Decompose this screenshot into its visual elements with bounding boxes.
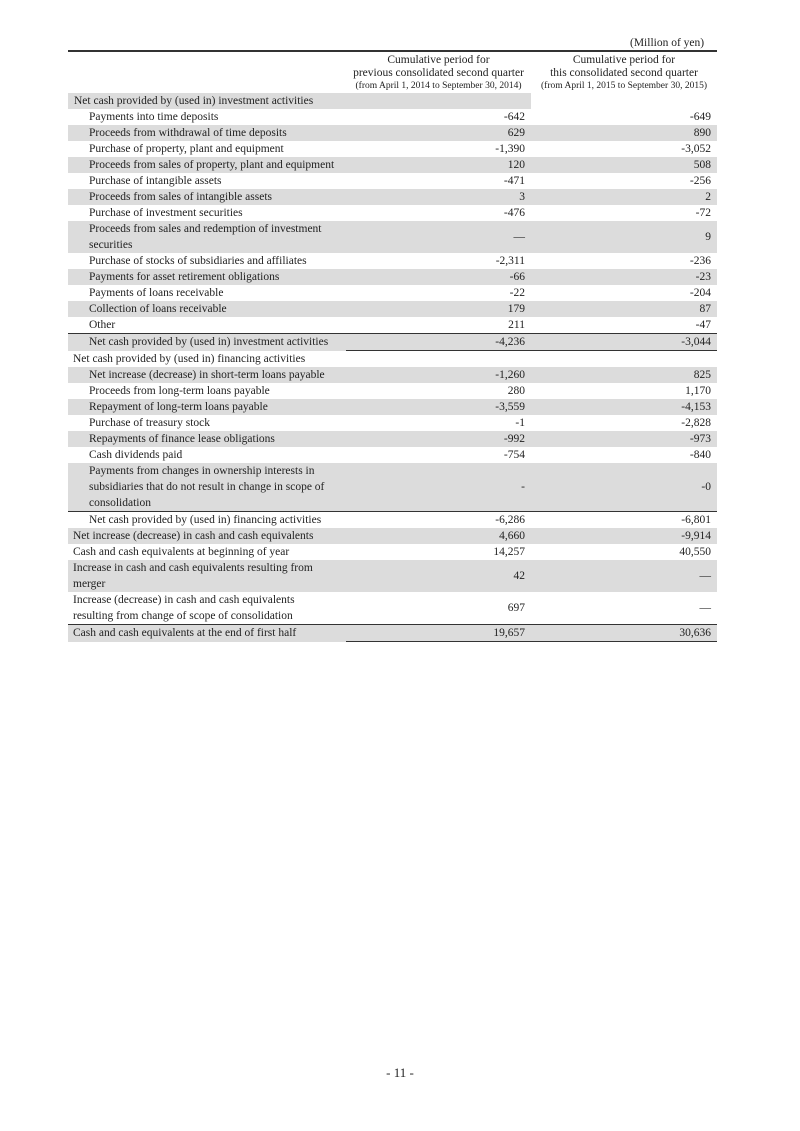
row-prev-value: 697 (507, 602, 525, 614)
row-label: Repayment of long-term loans payable (68, 399, 346, 415)
row-label: Proceeds from withdrawal of time deposits (68, 125, 346, 141)
row-prev-value: -4,236 (346, 334, 531, 351)
row-prev-value (346, 351, 531, 368)
row-prev-value: -1,390 (495, 143, 525, 155)
cash-flow-table (68, 50, 717, 642)
row-prev-value: 211 (508, 319, 525, 331)
table-header-row (68, 52, 717, 93)
row-curr-value: — (531, 560, 717, 592)
table-row (68, 173, 717, 189)
row-prev-value: -2,311 (495, 255, 525, 267)
row-curr-value (531, 93, 717, 109)
row-label: Cash dividends paid (89, 449, 183, 461)
row-label: Purchase of stocks of subsidiaries and affiliates (89, 255, 307, 267)
table-row (68, 109, 717, 125)
row-label: Proceeds from long-term loans payable (89, 385, 270, 397)
row-curr-value: -0 (531, 463, 717, 512)
table-row (68, 205, 717, 221)
header-curr-line2: this consolidated second quarter (550, 67, 698, 79)
row-label: Purchase of intangible assets (89, 175, 222, 187)
row-curr-value: -840 (689, 449, 711, 461)
row-prev-value: -471 (503, 175, 525, 187)
row-prev-value: 3 (346, 189, 531, 205)
row-curr-value: 30,636 (531, 625, 717, 642)
row-prev-value: 629 (346, 125, 531, 141)
row-label: Net cash provided by (used in) financing activities (68, 512, 346, 529)
table-row (68, 415, 717, 431)
row-prev-value: 179 (346, 301, 531, 317)
header-curr-line1: Cumulative period for (572, 54, 676, 66)
row-prev-value (346, 93, 531, 109)
row-curr-value: -973 (531, 431, 717, 447)
row-prev-value: -66 (346, 269, 531, 285)
row-curr-value: -3,052 (681, 143, 711, 155)
table-row (68, 125, 717, 141)
row-label: Purchase of treasury stock (89, 417, 211, 429)
table-row (68, 317, 717, 334)
row-label: Repayments of finance lease obligations (68, 431, 346, 447)
row-prev-value: -1,260 (346, 367, 531, 383)
row-prev-value: -642 (503, 111, 525, 123)
row-prev-value: 280 (507, 385, 525, 397)
row-curr-value: 1,170 (685, 385, 711, 397)
row-label: Net cash provided by (used in) investment activities (68, 93, 346, 109)
row-label: Purchase of property, plant and equipment (89, 143, 284, 155)
table-row (68, 383, 717, 399)
row-prev-value: 120 (346, 157, 531, 173)
row-curr-value: 9 (531, 221, 717, 253)
row-label: Net cash provided by (used in) investment activities (68, 334, 346, 351)
table-row (68, 285, 717, 301)
row-prev-value: — (346, 221, 531, 253)
table-row (68, 253, 717, 269)
row-label: Net cash provided by (used in) financing activities (73, 352, 306, 365)
row-curr-value: — (699, 602, 711, 614)
row-curr-value: 87 (531, 301, 717, 317)
header-blank (68, 52, 346, 93)
table-row (68, 301, 717, 317)
header-prev-line1: Cumulative period for (387, 54, 490, 66)
row-curr-value: -2,828 (681, 417, 711, 429)
row-curr-value: -47 (695, 319, 711, 331)
row-label: Collection of loans receivable (68, 301, 346, 317)
table-row (68, 189, 717, 205)
table-row (68, 560, 717, 592)
row-label: Payments for asset retirement obligations (68, 269, 346, 285)
table-row (68, 544, 717, 560)
row-label: Net increase (decrease) in cash and cash equivalents (68, 528, 346, 544)
row-prev-value: - (346, 463, 531, 512)
row-label: Increase in cash and cash equivalents resulting from merger (68, 560, 346, 592)
header-previous-period (346, 52, 531, 93)
row-curr-value: -9,914 (531, 528, 717, 544)
table-row (68, 221, 717, 253)
table-row (68, 367, 717, 383)
table-row (68, 93, 717, 109)
table-row (68, 157, 717, 173)
table-row (68, 447, 717, 463)
row-prev-value: -6,286 (346, 512, 531, 529)
row-label: Purchase of investment securities (89, 207, 243, 219)
row-label: Payments of loans receivable (89, 287, 224, 299)
row-prev-value: -476 (503, 207, 525, 219)
table-row-subtotal (68, 512, 717, 529)
row-prev-value: -754 (503, 449, 525, 461)
table-row (68, 463, 717, 512)
header-prev-line2: previous consolidated second quarter (353, 67, 524, 79)
page-number: - 11 - (386, 1065, 414, 1080)
table-row (68, 431, 717, 447)
row-curr-value: 890 (531, 125, 717, 141)
row-label: Payments into time deposits (89, 111, 219, 123)
row-prev-value: 42 (346, 560, 531, 592)
row-curr-value: -236 (689, 255, 711, 267)
table-row (68, 351, 717, 368)
row-prev-value: -992 (346, 431, 531, 447)
row-curr-value: 40,550 (679, 546, 711, 558)
row-label: Proceeds from sales of property, plant and equipment (68, 157, 346, 173)
row-curr-value: -204 (689, 287, 711, 299)
row-prev-value: 4,660 (346, 528, 531, 544)
row-label: Cash and cash equivalents at beginning of year (73, 546, 290, 558)
unit-note: (Million of yen) (630, 37, 705, 49)
row-curr-value: -72 (695, 207, 711, 219)
row-curr-value: -6,801 (531, 512, 717, 529)
table-row-total (68, 625, 717, 642)
row-curr-value (531, 351, 717, 368)
table-row (68, 528, 717, 544)
row-curr-value: -4,153 (531, 399, 717, 415)
row-curr-value: 508 (531, 157, 717, 173)
row-prev-value: 14,257 (493, 546, 525, 558)
header-curr-dates: (from April 1, 2015 to September 30, 2015) (541, 81, 707, 91)
table-row (68, 399, 717, 415)
header-current-period (531, 52, 717, 93)
row-label: Payments from changes in ownership interests in subsidiaries that do not result in change in scope of consolidation (68, 463, 346, 512)
row-label: Net increase (decrease) in short-term loans payable (68, 367, 346, 383)
row-curr-value: -23 (531, 269, 717, 285)
row-prev-value: -1 (515, 417, 525, 429)
row-curr-value: 2 (531, 189, 717, 205)
row-prev-value: -22 (509, 287, 525, 299)
row-curr-value: -649 (689, 111, 711, 123)
row-curr-value: 825 (531, 367, 717, 383)
table-row (68, 141, 717, 157)
table-row-subtotal (68, 334, 717, 351)
table-row (68, 592, 717, 625)
header-prev-dates: (from April 1, 2014 to September 30, 2014) (355, 81, 522, 91)
table-row (68, 269, 717, 285)
row-label: Increase (decrease) in cash and cash equivalents resulting from change of scope of consolidation (73, 594, 295, 622)
row-label: Proceeds from sales and redemption of investment securities (68, 221, 346, 253)
row-label: Other (89, 319, 116, 331)
row-curr-value: -256 (689, 175, 711, 187)
row-prev-value: 19,657 (346, 625, 531, 642)
row-curr-value: -3,044 (531, 334, 717, 351)
row-prev-value: -3,559 (346, 399, 531, 415)
row-label: Proceeds from sales of intangible assets (68, 189, 346, 205)
row-label: Cash and cash equivalents at the end of first half (68, 625, 346, 642)
